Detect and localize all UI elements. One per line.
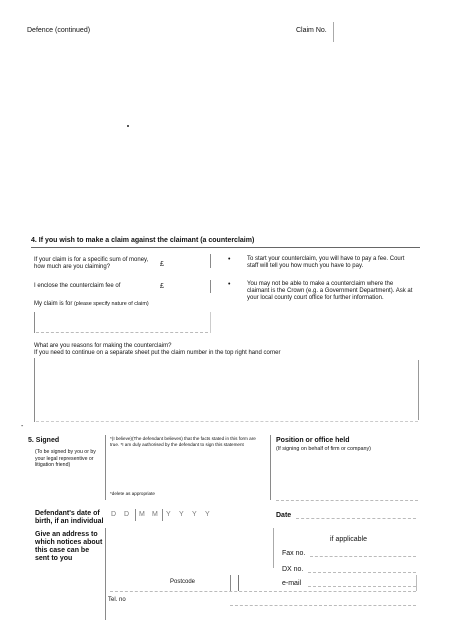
claim-number-label: Claim No. xyxy=(296,27,327,34)
position-note: (If signing on behalf of firm or company) xyxy=(276,446,371,452)
nature-question-hint: (please specify nature of claim) xyxy=(74,301,149,307)
dx-field[interactable] xyxy=(308,572,416,573)
crown-info-bullet: You may not be able to make a counterclaim where the claimant is the Crown (e.g. a Government Department). Ask at your local county court office for further information. xyxy=(247,281,413,301)
fee-currency: £ xyxy=(160,283,164,290)
address-box-divider xyxy=(273,528,274,568)
nature-field-left[interactable] xyxy=(34,312,35,333)
nature-question-main: My claim is for xyxy=(34,301,73,307)
date-label: Date xyxy=(276,512,292,519)
bullet-dot: • xyxy=(228,256,231,263)
tel-label: Tel. no xyxy=(108,597,126,603)
reasons-continuation-note: If you need to continue on a separate sheet put the claim number in the top right hand corner xyxy=(34,350,281,356)
dob-separator xyxy=(135,509,136,521)
postcode-field[interactable] xyxy=(238,575,239,591)
signature-field[interactable] xyxy=(110,455,268,490)
email-field[interactable] xyxy=(308,586,416,587)
specific-sum-field[interactable] xyxy=(210,254,211,268)
section4-rule xyxy=(31,247,420,248)
postcode-field-right xyxy=(416,575,417,591)
reasons-question: What are you reasons for making the counterclaim? xyxy=(34,343,172,349)
nature-question xyxy=(34,301,149,308)
dob-cell-m1: M xyxy=(139,511,145,518)
address-label: Give an address to which notices about this case can be sent to you xyxy=(35,531,103,562)
postcode-field-left xyxy=(230,575,231,591)
email-label: e-mail xyxy=(282,580,302,587)
postcode-field-base xyxy=(110,591,416,592)
scan-speck xyxy=(127,125,129,127)
position-label: Position or office held xyxy=(276,437,350,444)
tel-field[interactable] xyxy=(230,605,416,606)
specific-sum-currency: £ xyxy=(160,261,164,268)
dob-cell-y2: Y xyxy=(179,511,184,518)
signature-box-divider xyxy=(270,435,271,500)
dob-cell-m2: M xyxy=(152,511,158,518)
section5-title: 5. Signed xyxy=(28,437,60,444)
statement-of-truth: *(I believe)(The defendant believes) that the facts stated in this form are true. *I am duly authorised by the defendant to sign this statement xyxy=(110,436,256,447)
dob-label: Defendant's date of birth, if an individual xyxy=(35,510,104,525)
dob-cell-y4: Y xyxy=(205,511,210,518)
fax-field[interactable] xyxy=(310,556,416,557)
signed-note: (To be signed by you or by your legal representive or litigation friend) xyxy=(35,449,96,469)
dob-cell-y1: Y xyxy=(166,511,171,518)
section-header-title: Defence (continued) xyxy=(27,27,91,34)
position-field-base xyxy=(276,500,418,501)
section4-title: 4. If you wish to make a claim against the claimant (a counterclaim) xyxy=(31,237,255,244)
dob-cell-d1: D xyxy=(111,511,117,518)
delete-note: *delete as appropriate xyxy=(110,491,155,496)
dob-field[interactable] xyxy=(108,507,220,522)
bullet-dot: • xyxy=(228,281,231,288)
address-box-left xyxy=(105,528,106,620)
claim-number-box[interactable] xyxy=(333,22,334,42)
dx-label: DX no. xyxy=(282,566,304,573)
fax-label: Fax no. xyxy=(282,550,306,557)
specific-sum-question: If your claim is for a specific sum of money, how much are you claiming? xyxy=(34,257,149,270)
date-field[interactable] xyxy=(296,518,416,519)
fee-field[interactable] xyxy=(210,280,211,293)
dob-cell-y3: Y xyxy=(192,511,197,518)
margin-mark: - xyxy=(21,423,24,430)
address-field[interactable] xyxy=(110,530,270,578)
signature-box-left xyxy=(105,435,106,500)
fee-question: I enclose the counterclaim fee of xyxy=(34,283,121,289)
reasons-field-right xyxy=(418,360,419,420)
dob-cell-d2: D xyxy=(124,511,130,518)
if-applicable-label: if applicable xyxy=(330,536,367,543)
postcode-label: Postcode xyxy=(170,579,196,585)
reasons-field-left[interactable] xyxy=(34,358,35,422)
nature-field-right xyxy=(210,312,211,333)
nature-field-base xyxy=(36,332,208,333)
position-field[interactable] xyxy=(276,456,416,496)
dob-separator xyxy=(162,509,163,521)
reasons-field-base xyxy=(36,421,418,422)
fee-info-bullet: To start your counterclaim, you will have to pay a fee. Court staff will tell you how much you have to pay. xyxy=(247,256,405,269)
